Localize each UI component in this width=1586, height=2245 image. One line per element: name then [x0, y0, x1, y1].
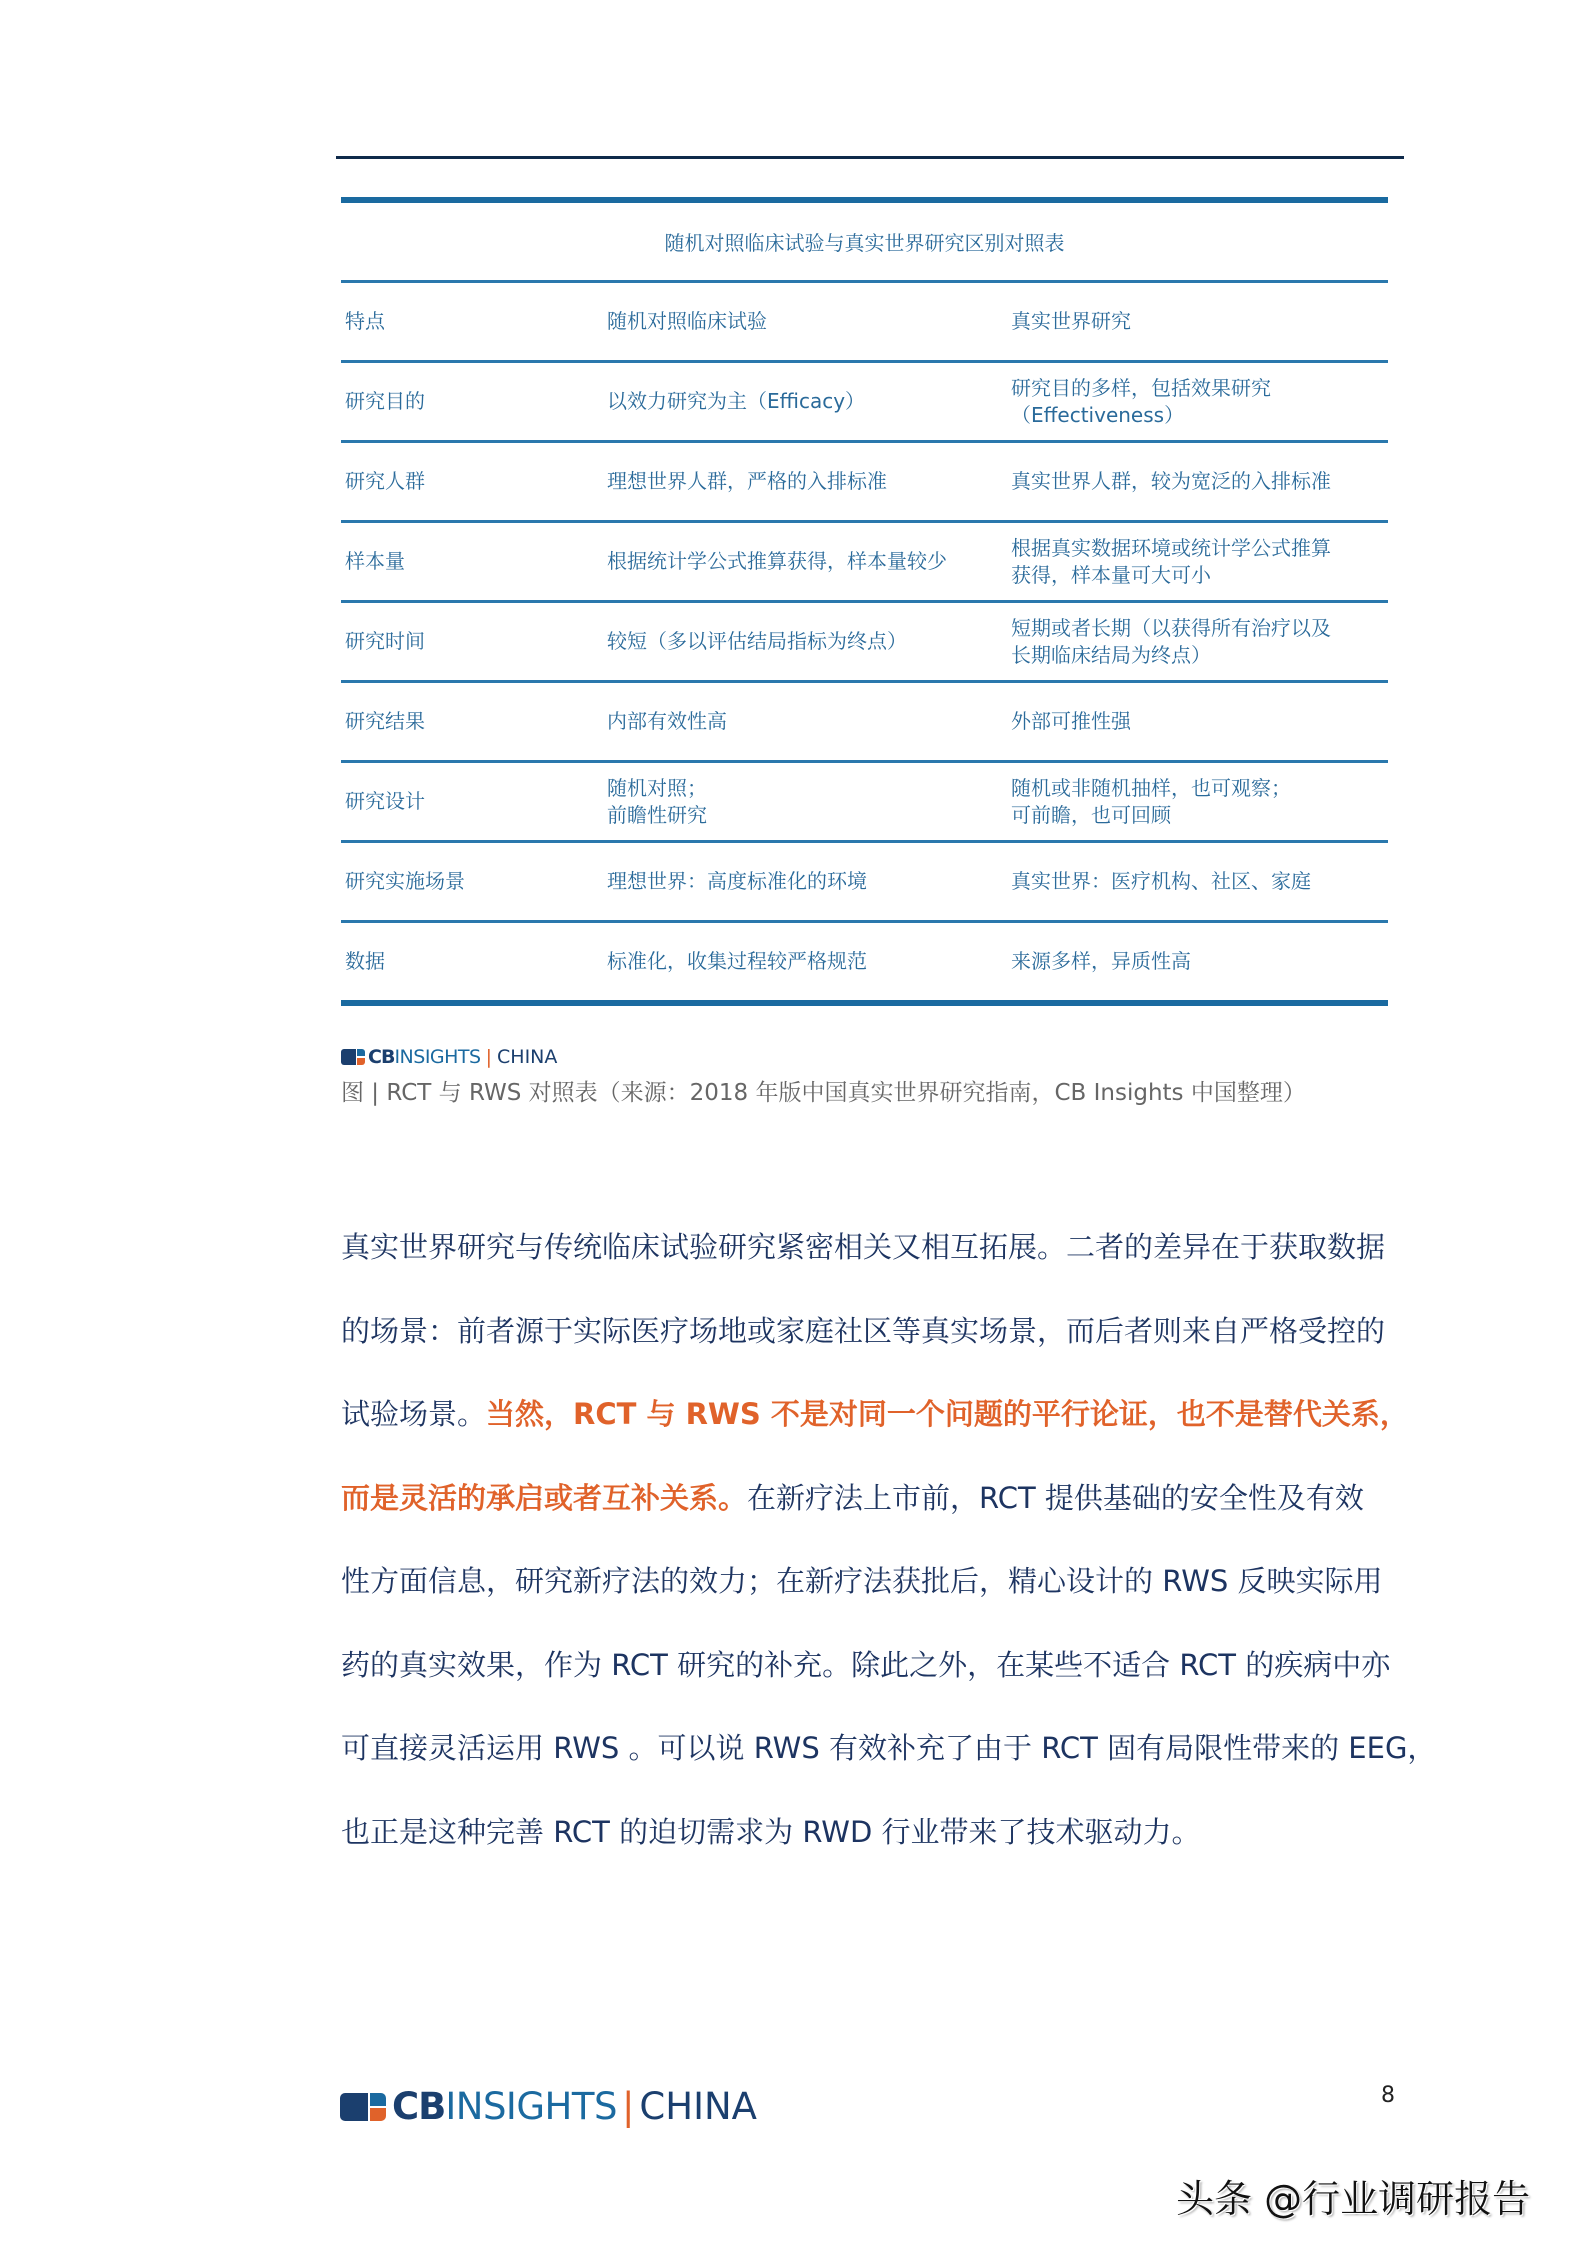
body-line [341, 1457, 1431, 1541]
table-rule [341, 1000, 1388, 1006]
cell-feature: 研究目的 [345, 389, 425, 413]
logo-cb: CB [392, 2085, 446, 2128]
cell-rws: 随机或非随机抽样，也可观察； 可前瞻，也可回顾 [1011, 775, 1291, 827]
table-row [341, 363, 1388, 440]
highlighted-text: 当然，RCT 与 RWS 不是对同一个问题的平行论证，也不是替代关系， [486, 1397, 1409, 1431]
header-rct: 随机对照临床试验 [607, 309, 767, 333]
header-feature: 特点 [345, 309, 385, 333]
comparison-table [341, 197, 1388, 1006]
body-line [341, 1791, 1431, 1875]
body-text-segment: 的场景：前者源于实际医疗场地或家庭社区等真实场景，而后者则来自严格受控的 [341, 1313, 1386, 1348]
body-text-segment: 性方面信息，研究新疗法的效力；在新疗法获批后，精心设计的 RWS 反映实际用 [341, 1564, 1383, 1598]
watermark: 头条 @行业调研报告 [1176, 2177, 1531, 2221]
cell-rct: 理想世界：高度标准化的环境 [607, 869, 867, 893]
cell-feature: 数据 [345, 949, 385, 973]
cell-feature: 研究设计 [345, 789, 425, 813]
body-text-segment: 也正是这种完善 RCT 的迫切需求为 RWD 行业带来了技术驱动力。 [341, 1814, 1201, 1849]
table-body [341, 363, 1388, 1006]
body-line [341, 1624, 1431, 1708]
cell-feature: 研究人群 [345, 469, 425, 493]
table-row [341, 523, 1388, 600]
cell-rws: 来源多样，异质性高 [1011, 949, 1191, 973]
table-header-row [341, 283, 1388, 360]
cell-feature: 研究时间 [345, 629, 425, 653]
cell-rct: 标准化，收集过程较严格规范 [607, 949, 867, 973]
cell-rws: 根据真实数据环境或统计学公式推算 获得，样本量可大可小 [1011, 535, 1331, 587]
cell-feature: 样本量 [345, 549, 405, 573]
cell-rct: 随机对照； 前瞻性研究 [607, 775, 707, 827]
top-rule [336, 156, 1404, 159]
page-number: 8 [1381, 2083, 1395, 2108]
cell-rct: 以效力研究为主（Efficacy） [607, 389, 866, 413]
cell-rct: 理想世界人群，严格的入排标准 [607, 469, 887, 493]
body-line [341, 1707, 1437, 1791]
cb-logo-icon [340, 2093, 386, 2121]
table-row [341, 923, 1388, 1000]
logo-insights: INSIGHTS [394, 1046, 481, 1068]
cell-feature: 研究结果 [345, 709, 425, 733]
logo-china: CHINA [639, 2085, 757, 2128]
logo-insights: INSIGHTS [445, 2085, 617, 2128]
cell-rws: 外部可推性强 [1011, 709, 1131, 733]
logo-cb: CB [368, 1046, 395, 1068]
cell-feature: 研究实施场景 [345, 869, 465, 893]
caption-logo [341, 1046, 557, 1068]
cell-rct: 较短（多以评估结局指标为终点） [607, 629, 907, 653]
figure-caption: 图 | RCT 与 RWS 对照表（来源：2018 年版中国真实世界研究指南，CB Insights 中国整理） [341, 1080, 1306, 1106]
footer-logo [340, 2085, 757, 2128]
cell-rws: 短期或者长期（以获得所有治疗以及 长期临床结局为终点） [1011, 615, 1331, 667]
body-line [341, 1206, 1431, 1290]
body-text-segment: 可直接灵活运用 RWS 。可以说 RWS 有效补充了由于 RCT 固有局限性带来的 EEG， [341, 1731, 1437, 1765]
cb-logo-icon [341, 1049, 365, 1065]
body-paragraph [341, 1206, 1437, 1874]
body-line [341, 1373, 1431, 1457]
body-text-segment: 真实世界研究与传统临床试验研究紧密相关又相互拓展。二者的差异在于获取数据 [341, 1230, 1386, 1264]
table-row [341, 683, 1388, 760]
cell-rws: 真实世界人群，较为宽泛的入排标准 [1011, 469, 1331, 493]
cell-rct: 内部有效性高 [607, 709, 727, 733]
logo-separator: | [621, 2085, 635, 2128]
logo-china: CHINA [497, 1046, 558, 1068]
body-text-segment: 试验场景。 [341, 1397, 487, 1431]
cell-rws: 真实世界：医疗机构、社区、家庭 [1011, 869, 1311, 893]
cell-rct: 根据统计学公式推算获得，样本量较少 [607, 549, 947, 573]
table-row [341, 603, 1388, 680]
highlighted-text: 而是灵活的承启或者互补关系。 [341, 1480, 748, 1515]
cell-rws: 研究目的多样，包括效果研究 （Effectiveness） [1011, 375, 1271, 427]
table-row [341, 843, 1388, 920]
body-text-segment: 在新疗法上市前，RCT 提供基础的安全性及有效 [747, 1480, 1364, 1515]
body-line [341, 1290, 1431, 1374]
body-text-segment: 药的真实效果，作为 RCT 研究的补充。除此之外，在某些不适合 RCT 的疾病中亦 [341, 1647, 1391, 1682]
header-rws: 真实世界研究 [1011, 309, 1131, 333]
table-title: 随机对照临床试验与真实世界研究区别对照表 [664, 231, 1065, 255]
table-row [341, 443, 1388, 520]
logo-separator: | [485, 1046, 493, 1068]
table-row [341, 763, 1388, 840]
body-line [341, 1540, 1431, 1624]
